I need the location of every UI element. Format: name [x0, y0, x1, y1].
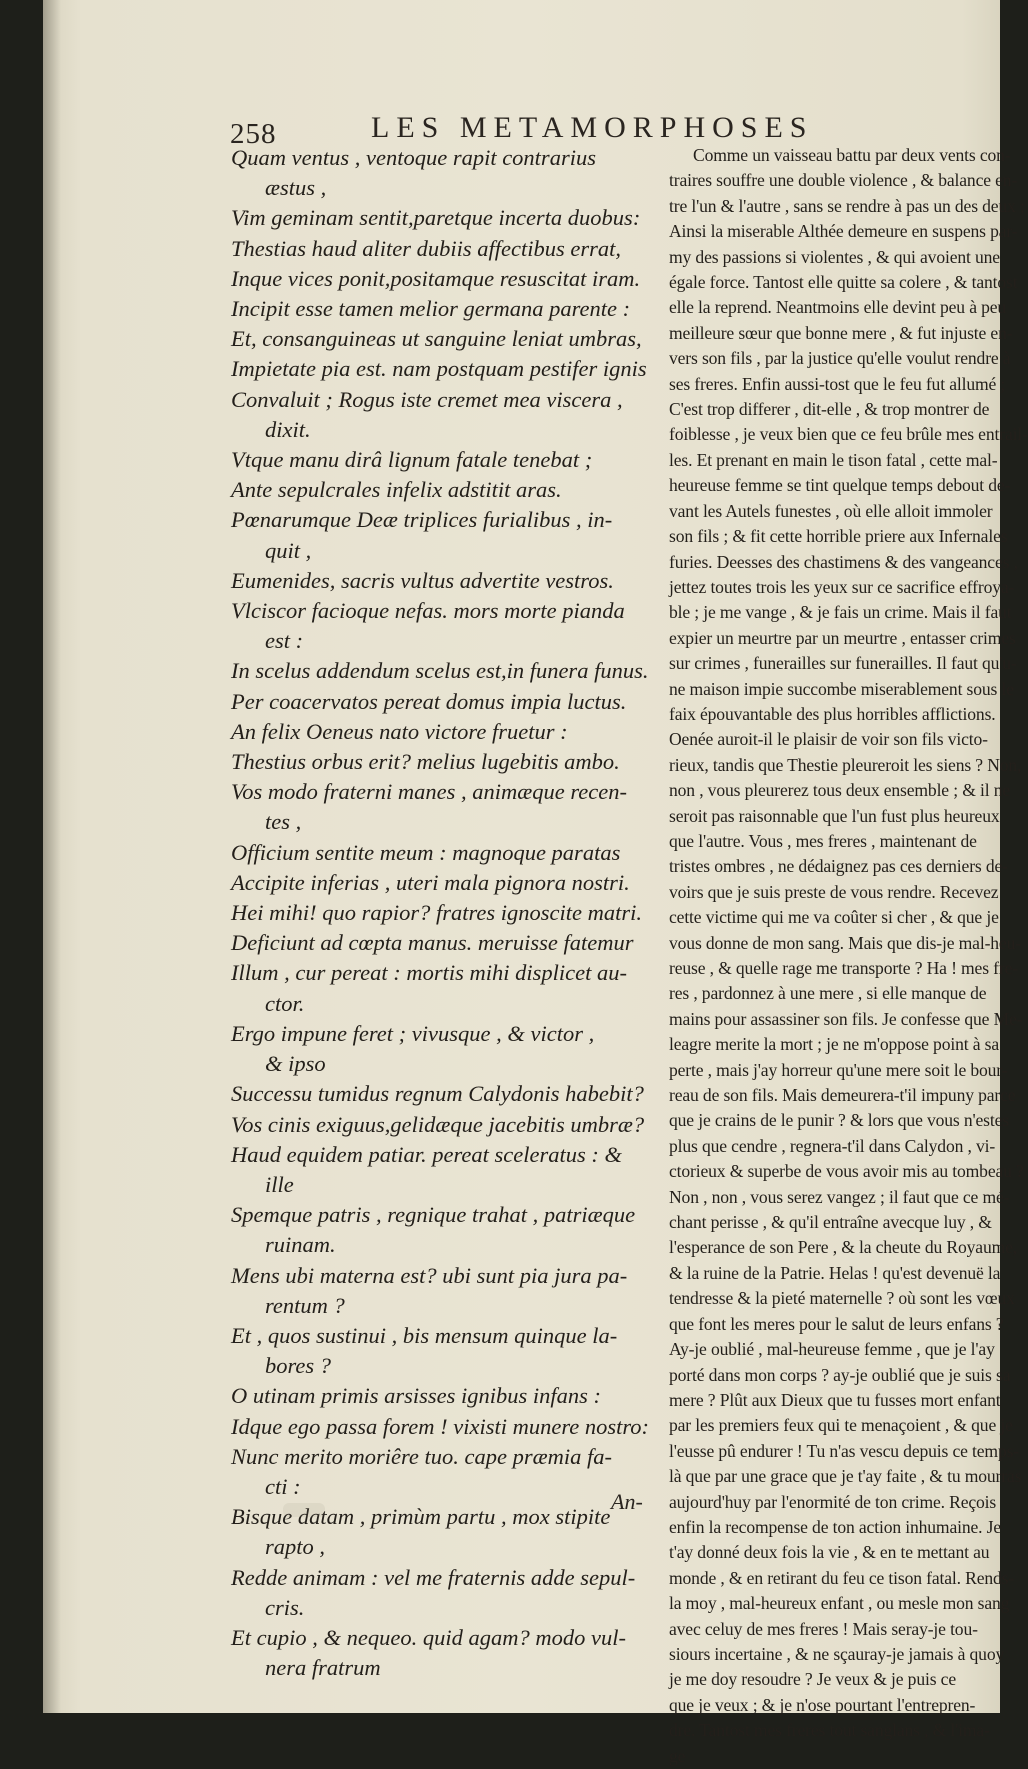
latin-verse-line: Convaluit ; Rogus iste cremet mea viscera ,: [231, 386, 623, 412]
french-prose-line: seroit pas raisonnable que l'un fust plus heureux: [669, 805, 1000, 826]
latin-verse-line: Successu tumidus regnum Calydonis habebit?: [231, 1081, 644, 1107]
french-prose-line: faix épouvantable des plus horribles afflictions.: [669, 703, 996, 724]
french-prose-line: l'esperance de son Pere , & la cheute du Royaume,: [669, 1237, 1018, 1258]
french-prose-line: foiblesse , je veux bien que ce feu brûle mes entrail-: [669, 424, 1028, 445]
latin-verse-line: Officium sentite meum : magnoque paratas: [231, 839, 621, 865]
latin-verse-line: Haud equidem patiar. pereat sceleratus : &: [231, 1141, 622, 1167]
french-prose-line: res , pardonnez à une mere , si elle manque de: [669, 983, 987, 1004]
latin-verse-line: rapto ,: [265, 1534, 326, 1560]
french-prose-line: furies. Deesses des chastimens & des vangeances ,: [669, 551, 1018, 572]
latin-verse-line: Inque vices ponit,positamque resuscitat iram.: [231, 265, 641, 291]
french-prose-line: reau de son fils. Mais demeurera-t'il impuny parce: [669, 1085, 1016, 1106]
paper-sheet: [43, 0, 1028, 1766]
french-prose-line: & la ruine de la Patrie. Helas ! qu'est devenuë la: [669, 1262, 1001, 1283]
french-prose-line: C'est trop differer , dit-elle , & trop montrer de: [669, 399, 990, 420]
french-prose-line: perte , mais j'ay horreur qu'une mere soit le bour-: [669, 1059, 1008, 1080]
french-prose-line: chant perisse , & qu'il entraîne avecque luy , &: [669, 1212, 992, 1233]
latin-verse-line: Thestius orbus erit? melius lugebitis ambo.: [231, 749, 620, 775]
french-prose-line: rieux, tandis que Thestie pleureroit les siens ? Non,: [669, 754, 1022, 775]
latin-verse-line: Accipite inferias , uteri mala pignora nostri.: [231, 869, 630, 895]
french-prose-line: siours incertaine , & ne sçauray-je jamais à quoy: [669, 1643, 1005, 1664]
french-prose-line: vant les Autels funestes , où elle alloit immoler: [669, 500, 993, 521]
french-prose-line: tristes ombres , ne dédaignez pas ces derniers de-: [669, 856, 1008, 877]
latin-verse-line: bores ?: [265, 1353, 332, 1379]
french-prose-line: tendresse & la pieté maternelle ? où sont les vœux: [669, 1288, 1015, 1309]
french-prose-line: que je veux ; & je n'ose pourtant l'entrepren-: [669, 1694, 976, 1715]
french-prose-line: vous donne de mon sang. Mais que dis-je mal-heu-: [669, 932, 1021, 953]
latin-verse-line: Idque ego passa forem ! vixisti munere nostro:: [231, 1413, 650, 1439]
latin-verse-line: dixit.: [265, 416, 311, 442]
latin-verse-line: ruinam.: [265, 1232, 336, 1258]
latin-verse-line: Per coacervatos pereat domus impia luctus.: [231, 688, 627, 714]
running-head: LES METAMORPHOSES: [371, 111, 814, 144]
french-prose-line: mains pour assassiner son fils. Je confesse que Me-: [669, 1008, 1023, 1029]
french-prose-line: enfin la recompense de ton action inhumaine. Je: [669, 1516, 1001, 1537]
french-prose-line: ge: [669, 1745, 686, 1766]
french-prose-line: aujourd'huy par l'enormité de ton crime. Reçois: [669, 1491, 997, 1512]
french-prose-line: jettez toutes trois les yeux sur ce sacrifice effroya-: [669, 576, 1015, 597]
latin-verse-line: Et cupio , & nequeo. quid agam? modo vul-: [231, 1624, 626, 1650]
latin-verse-line: An felix Oeneus nato victore fruetur :: [231, 718, 568, 744]
latin-verse-line: Thestias haud aliter dubiis affectibus errat,: [231, 235, 622, 261]
latin-verse-line: Hei mihi! quo rapior? fratres ignoscite matri.: [231, 900, 643, 926]
french-prose-line: tre l'un & l'autre , sans se rendre à pas un des deux ;: [669, 195, 1025, 216]
french-prose-line: heureuse femme se tint quelque temps debout de-: [669, 475, 1011, 496]
french-prose-line: ses freres. Enfin aussi-tost que le feu fut allumé ;: [669, 373, 1006, 394]
latin-verse-line: Incipit esse tamen melior germana parente :: [231, 296, 631, 322]
french-prose-line: non , vous pleurerez tous deux ensemble ; & il ne: [669, 780, 1011, 801]
french-prose-line: t'ay donné deux fois la vie , & en te mettant au: [669, 1542, 990, 1563]
latin-verse-column: [231, 143, 651, 1683]
french-prose-line: Ainsi la miserable Althée demeure en suspens par-: [669, 221, 1018, 242]
french-prose-line: my des passions si violentes , & qui avoient une: [669, 246, 1000, 267]
latin-verse-line: æstus ,: [265, 175, 327, 201]
gutter-shadow: [43, 0, 61, 1713]
french-prose-column: [669, 143, 1028, 1769]
latin-verse-line: Ergo impune feret ; vivusque , & victor ,: [231, 1020, 595, 1046]
french-prose-line: les. Et prenant en main le tison fatal , cette mal-: [669, 449, 998, 470]
latin-verse-line: est :: [265, 628, 304, 654]
french-prose-line: son fils ; & fit cette horrible priere aux Infernales: [669, 526, 1008, 547]
french-prose-line: ctorieux & superbe de vous avoir mis au tombeau ?: [669, 1161, 1024, 1182]
latin-verse-line: Spemque patris , regnique trahat , patriæque: [231, 1202, 636, 1228]
latin-verse-line: cti :: [265, 1473, 301, 1499]
french-prose-line: là que par une grace que je t'ay faite , & tu mourras: [669, 1466, 1022, 1487]
latin-verse-line: nera fratrum: [265, 1655, 381, 1681]
latin-verse-line: Redde animam : vel me fraternis adde sepul-: [231, 1564, 636, 1590]
french-prose-line: plus que cendre , regnera-t'il dans Calydon , vi-: [669, 1135, 996, 1156]
faint-stamp-mark: [283, 1503, 325, 1517]
latin-verse-line: Mens ubi materna est? ubi sunt pia jura pa-: [231, 1262, 628, 1288]
french-prose-line: elle la reprend. Neantmoins elle devint peu à peu: [669, 297, 1007, 318]
latin-verse-line: ille: [265, 1171, 294, 1197]
latin-verse-line: In scelus addendum scelus est,in funera funus.: [231, 658, 649, 684]
latin-verse-line: Ante sepulcrales infelix adstitit aras.: [231, 477, 562, 503]
french-prose-line: meilleure sœur que bonne mere , & fut injuste en-: [669, 322, 1013, 343]
french-prose-line: que je crains de le punir ? & lors que vous n'estes: [669, 1110, 1009, 1131]
french-prose-line: reuse , & quelle rage me transporte ? Ha ! mes fre-: [669, 958, 1018, 978]
french-prose-line: Non , non , vous serez vangez ; il faut que ce mé-: [669, 1186, 1010, 1207]
french-prose-line: Comme un vaisseau battu par deux vents con-: [693, 145, 1011, 165]
french-prose-line: ble ; je me vange , & je fais un crime. Mais il faut: [669, 602, 1012, 623]
french-prose-line: leagre merite la mort ; je ne m'oppose point à sa: [669, 1034, 999, 1055]
latin-verse-line: Illum , cur pereat : mortis mihi displicet au-: [231, 960, 627, 986]
french-prose-line: expier un meurtre par un meurtre , entasser crimes: [669, 627, 1016, 648]
latin-verse-line: quit ,: [265, 537, 312, 563]
french-prose-line: la moy , mal-heureux enfant , ou mesle mon sang: [669, 1593, 1010, 1614]
latin-verse-line: Bisque datam , primùm partu , mox stipite: [231, 1504, 611, 1530]
page-number: 258: [230, 118, 277, 150]
latin-verse-line: Deficiunt ad cœpta manus. meruisse fatemur: [231, 930, 634, 956]
latin-verse-line: Quam ventus , ventoque rapit contrarius: [231, 145, 596, 170]
latin-verse-line: Vos modo fraterni manes , animæque recen-: [231, 779, 627, 805]
french-prose-line: que font les meres pour le salut de leurs enfans ?: [669, 1313, 1004, 1334]
catchword: An-: [611, 1489, 643, 1514]
french-prose-line: traires souffre une double violence , & balance en-: [669, 170, 1018, 191]
french-prose-line: que l'autre. Vous , mes freres , maintenant de: [669, 830, 977, 851]
latin-verse-line: rentum ?: [265, 1292, 345, 1318]
french-prose-line: avec celuy de mes freres ! Mais seray-je tou-: [669, 1618, 978, 1639]
latin-verse-line: Et , quos sustinui , bis mensum quinque la-: [231, 1322, 618, 1348]
french-prose-line: voirs que je suis preste de vous rendre. Recevez: [669, 881, 999, 902]
french-prose-line: cette victime qui me va coûter si cher , & que je: [669, 907, 999, 928]
french-prose-line: je me doy resoudre ? Je veux & je puis ce: [669, 1669, 956, 1690]
latin-verse-line: & ipso: [265, 1051, 326, 1077]
french-prose-line: mere ? Plût aux Dieux que tu fusses mort enfant: [669, 1389, 1001, 1410]
french-prose-line: ne maison impie succombe miserablement sous le: [669, 678, 1014, 699]
latin-verse-line: Eumenides, sacris vultus advertite vestros.: [231, 567, 614, 593]
latin-verse-line: Et, consanguineas ut sanguine leniat umbras,: [231, 326, 642, 352]
latin-verse-line: Impietate pia est. nam postquam pestifer ignis: [231, 356, 647, 382]
latin-verse-line: ctor.: [265, 990, 305, 1016]
latin-verse-line: Vlciscor facioque nefas. mors morte pianda: [231, 598, 625, 624]
latin-verse-line: Vim geminam sentit,paretque incerta duobus:: [231, 205, 641, 231]
latin-verse-line: Pœnarumque Deæ triplices furialibus , in-: [231, 507, 613, 533]
french-prose-line: Oenée auroit-il le plaisir de voir son fils victo-: [669, 729, 988, 750]
latin-verse-line: Nunc merito moriêre tuo. cape præmia fa-: [231, 1443, 612, 1469]
french-prose-line: l'eusse pû endurer ! Tu n'as vescu depuis ce temps-: [669, 1440, 1020, 1461]
french-prose-line: par les premiers feux qui te menaçoient , & que je: [669, 1415, 1013, 1436]
french-prose-line: égale force. Tantost elle quitte sa colere , & tantost: [669, 272, 1018, 293]
latin-verse-line: Vtque manu dirâ lignum fatale tenebat ;: [231, 447, 593, 473]
french-prose-line: monde , & en retirant du feu ce tison fatal. Rends-: [669, 1567, 1015, 1588]
french-prose-line: sur crimes , funerailles sur funerailles. Il faut qu'u-: [669, 653, 1017, 674]
french-prose-line: vers son fils , par la justice qu'elle voulut rendre à: [669, 348, 1011, 369]
french-prose-line: porté dans mon corps ? ay-je oublié que je suis sa: [669, 1364, 1011, 1385]
latin-verse-line: Vos cinis exiguus,gelidæque jacebitis umbræ?: [231, 1111, 645, 1137]
french-prose-line: dre. Tantost mes freres tout sanglans , & l'ima-: [669, 1720, 990, 1741]
latin-verse-line: tes ,: [265, 809, 302, 835]
latin-verse-line: O utinam primis arsisses ignibus infans :: [231, 1383, 602, 1409]
latin-verse-line: cris.: [265, 1594, 305, 1620]
french-prose-line: Ay-je oublié , mal-heureuse femme , que je l'ay: [669, 1339, 995, 1360]
